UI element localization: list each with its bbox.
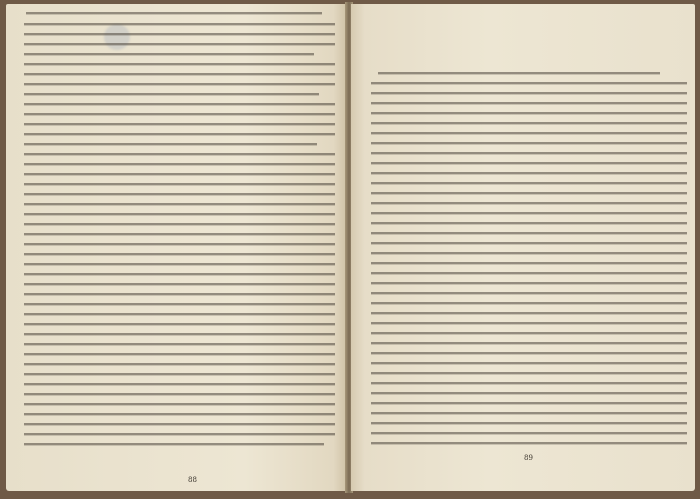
right-page-text-block (351, 4, 695, 491)
page-number: 89 (524, 454, 533, 462)
right-page (351, 4, 695, 491)
left-page (6, 4, 347, 491)
left-page-text-block (6, 4, 347, 491)
page-number: 88 (188, 476, 197, 484)
